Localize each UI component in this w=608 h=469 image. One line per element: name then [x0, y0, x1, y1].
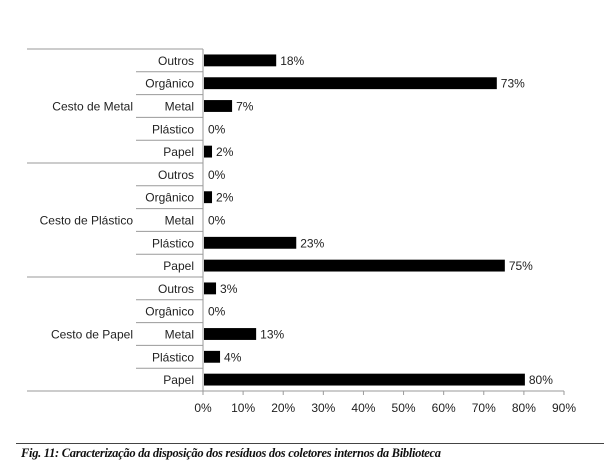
- category-label: Orgânico: [145, 304, 194, 319]
- figure-caption: Fig. 11: Caracterização da disposição dos resíduos dos coletores internos da Biblioteca: [21, 446, 441, 460]
- category-label: Plástico: [151, 236, 194, 251]
- category-label: Outros: [157, 53, 194, 68]
- x-tick-label: 80%: [511, 401, 536, 415]
- data-label: 80%: [528, 373, 553, 388]
- data-label: 0%: [208, 122, 226, 137]
- data-label: 0%: [208, 213, 226, 228]
- x-tick-label: 50%: [391, 401, 416, 415]
- data-label: 2%: [216, 190, 234, 205]
- x-tick-label: 90%: [551, 401, 577, 415]
- x-tick-label: 0%: [194, 401, 212, 415]
- bar: [204, 282, 216, 294]
- category-label: Metal: [164, 213, 194, 228]
- bar: [204, 100, 232, 112]
- bar: [204, 374, 525, 386]
- caption-divider: [16, 443, 604, 444]
- bar: [204, 191, 212, 203]
- bar: [204, 146, 212, 158]
- data-label: 0%: [208, 167, 226, 182]
- data-label: 2%: [216, 145, 234, 160]
- data-label: 18%: [280, 53, 305, 68]
- category-label: Papel: [163, 145, 194, 160]
- category-label: Plástico: [151, 122, 194, 137]
- x-tick-label: 30%: [311, 401, 336, 415]
- category-label: Papel: [163, 373, 194, 388]
- x-tick-label: 70%: [471, 401, 496, 415]
- category-label: Plástico: [151, 350, 194, 365]
- bar: [204, 260, 505, 272]
- bar: [204, 237, 296, 249]
- group-label: Cesto de Metal: [52, 99, 133, 114]
- x-tick-label: 40%: [351, 401, 376, 415]
- category-label: Orgânico: [145, 190, 194, 205]
- data-label: 3%: [220, 281, 238, 296]
- category-label: Metal: [164, 99, 194, 114]
- bar: [204, 54, 276, 66]
- category-label: Outros: [157, 281, 194, 296]
- data-label: 0%: [208, 304, 226, 319]
- bar: [204, 77, 497, 89]
- group-label: Cesto de Papel: [50, 327, 133, 342]
- data-label: 73%: [500, 76, 525, 91]
- x-tick-label: 20%: [271, 401, 296, 415]
- x-tick-label: 60%: [431, 401, 456, 415]
- data-label: 7%: [236, 99, 254, 114]
- category-label: Metal: [164, 327, 194, 342]
- category-label: Orgânico: [145, 76, 194, 91]
- data-label: 13%: [260, 327, 285, 342]
- category-label: Outros: [157, 167, 194, 182]
- bar: [204, 351, 220, 363]
- bar: [204, 328, 256, 340]
- data-label: 23%: [300, 236, 325, 251]
- category-label: Papel: [163, 259, 194, 274]
- data-label: 4%: [224, 350, 242, 365]
- group-label: Cesto de Plástico: [39, 213, 133, 228]
- data-label: 75%: [508, 259, 533, 274]
- x-tick-label: 10%: [231, 401, 256, 415]
